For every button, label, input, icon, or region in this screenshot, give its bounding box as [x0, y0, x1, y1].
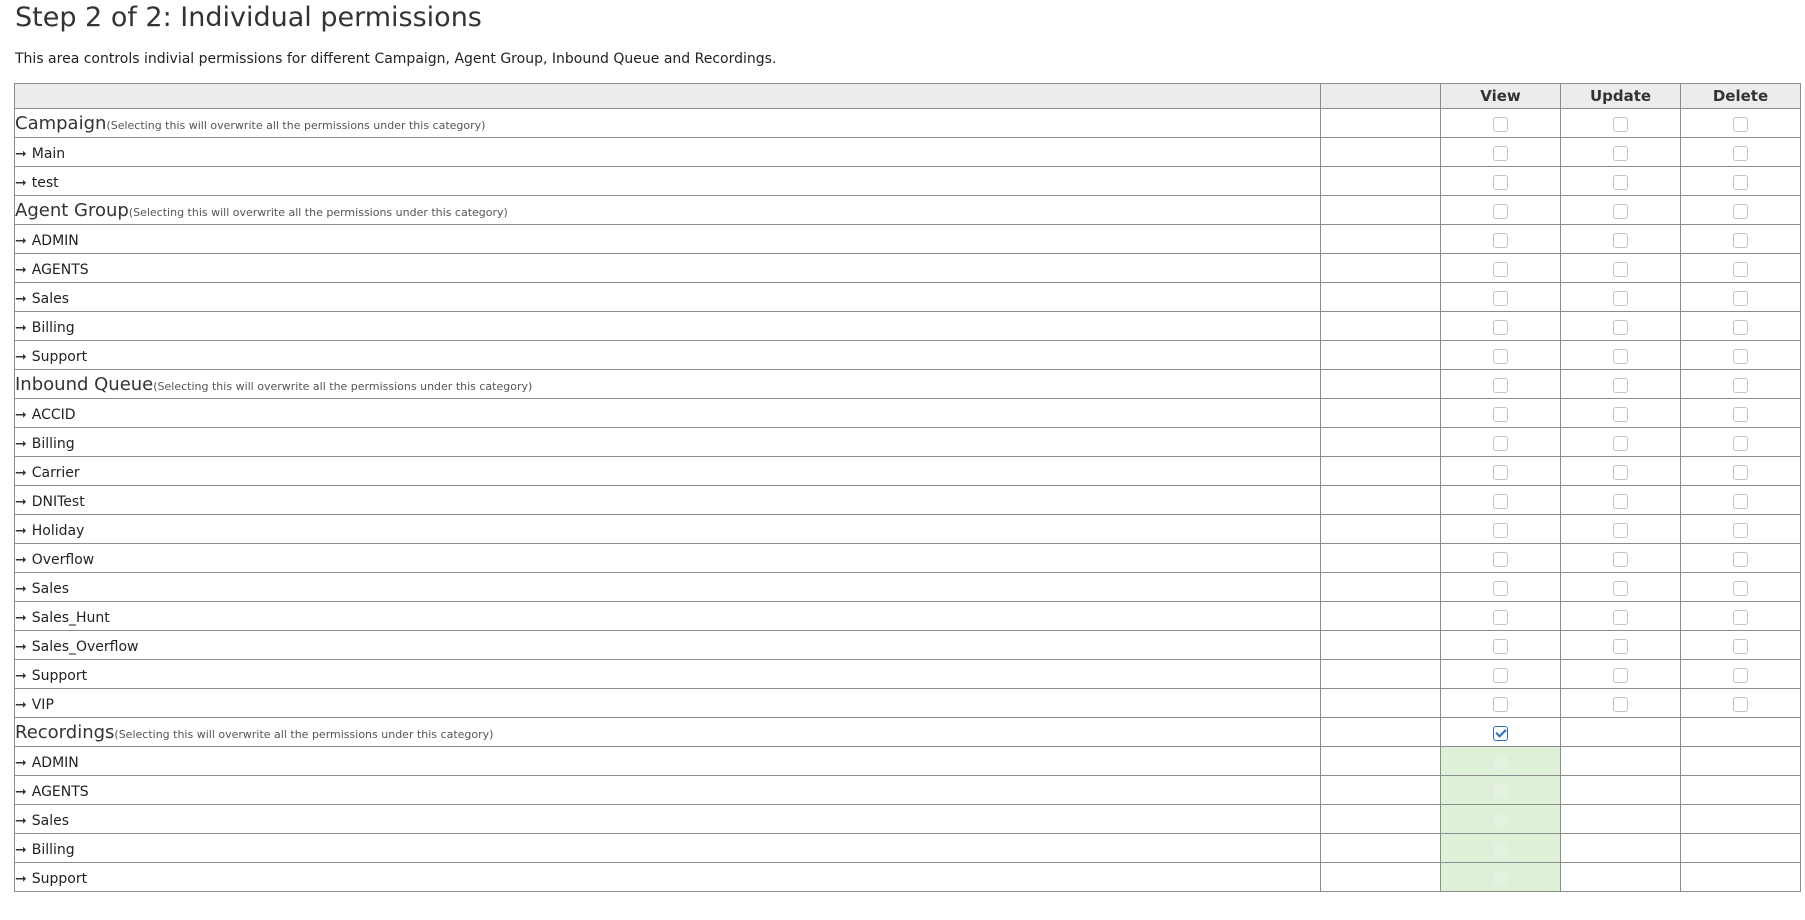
item-name: VIP [31, 696, 54, 713]
delete-cell [1681, 312, 1801, 341]
header-update: Update [1561, 84, 1681, 109]
update-checkbox[interactable] [1613, 407, 1628, 422]
view-checkbox[interactable] [1493, 697, 1508, 712]
blank-cell [1321, 776, 1441, 805]
arrow-right-icon: ➞ [15, 638, 27, 655]
delete-cell [1681, 689, 1801, 718]
table-row [15, 457, 1801, 486]
page-title: Step 2 of 2: Individual permissions [15, 2, 482, 33]
row-label-cell [15, 544, 1321, 573]
update-checkbox[interactable] [1613, 697, 1628, 712]
category-row [15, 196, 1801, 225]
view-cell [1441, 660, 1561, 689]
row-label-cell [15, 312, 1321, 341]
page-description: This area controls indivial permissions for different Campaign, Agent Group, Inbound Queue and Recordings. [15, 51, 777, 67]
delete-cell [1681, 167, 1801, 196]
item-name: Billing [31, 435, 75, 452]
update-cell [1561, 776, 1681, 805]
delete-cell [1681, 254, 1801, 283]
update-cell [1561, 834, 1681, 863]
view-cell [1441, 370, 1561, 399]
delete-checkbox[interactable] [1733, 523, 1748, 538]
arrow-right-icon: ➞ [15, 580, 27, 597]
blank-cell [1321, 399, 1441, 428]
item-name: Support [31, 667, 88, 684]
table-row [15, 776, 1801, 805]
arrow-right-icon: ➞ [15, 435, 27, 452]
update-checkbox[interactable] [1613, 523, 1628, 538]
permissions-body [15, 109, 1801, 892]
delete-cell [1681, 225, 1801, 254]
row-label-cell [15, 486, 1321, 515]
row-label-cell [15, 428, 1321, 457]
table-row [15, 805, 1801, 834]
delete-checkbox[interactable] [1733, 494, 1748, 509]
delete-checkbox[interactable] [1733, 262, 1748, 277]
update-cell [1561, 370, 1681, 399]
delete-checkbox[interactable] [1733, 407, 1748, 422]
update-checkbox[interactable] [1613, 610, 1628, 625]
header-name [15, 84, 1321, 109]
row-label-cell [15, 254, 1321, 283]
header-delete: Delete [1681, 84, 1801, 109]
item-name: AGENTS [31, 783, 89, 800]
row-label-cell [15, 660, 1321, 689]
delete-cell [1681, 660, 1801, 689]
view-checkbox[interactable] [1493, 117, 1508, 132]
view-cell [1441, 312, 1561, 341]
delete-checkbox[interactable] [1733, 552, 1748, 567]
view-checkbox[interactable] [1493, 378, 1508, 393]
item-name: Overflow [31, 551, 95, 568]
update-cell [1561, 312, 1681, 341]
update-cell [1561, 544, 1681, 573]
table-row [15, 747, 1801, 776]
view-cell [1441, 834, 1561, 863]
arrow-right-icon: ➞ [15, 406, 27, 423]
arrow-right-icon: ➞ [15, 812, 27, 829]
blank-cell [1321, 457, 1441, 486]
update-cell [1561, 138, 1681, 167]
delete-cell [1681, 863, 1801, 892]
view-checkbox[interactable] [1493, 465, 1508, 480]
view-cell [1441, 254, 1561, 283]
table-row [15, 689, 1801, 718]
delete-checkbox[interactable] [1733, 581, 1748, 596]
view-cell [1441, 283, 1561, 312]
update-cell [1561, 254, 1681, 283]
delete-cell [1681, 515, 1801, 544]
update-cell [1561, 660, 1681, 689]
delete-cell [1681, 283, 1801, 312]
view-checkbox[interactable] [1493, 813, 1508, 828]
view-cell [1441, 399, 1561, 428]
delete-cell [1681, 138, 1801, 167]
arrow-right-icon: ➞ [15, 261, 27, 278]
delete-checkbox[interactable] [1733, 146, 1748, 161]
update-cell [1561, 718, 1681, 747]
delete-checkbox[interactable] [1733, 117, 1748, 132]
delete-cell [1681, 486, 1801, 515]
view-cell [1441, 486, 1561, 515]
view-cell [1441, 457, 1561, 486]
view-checkbox[interactable] [1493, 668, 1508, 683]
update-checkbox[interactable] [1613, 465, 1628, 480]
category-row [15, 718, 1801, 747]
row-label-cell [15, 515, 1321, 544]
row-label-cell [15, 109, 1321, 138]
permissions-table [14, 83, 1801, 892]
category-note: (Selecting this will overwrite all the permissions under this category) [128, 205, 508, 219]
delete-checkbox[interactable] [1733, 465, 1748, 480]
view-checkbox[interactable] [1493, 146, 1508, 161]
view-checkbox[interactable] [1493, 204, 1508, 219]
arrow-right-icon: ➞ [15, 464, 27, 481]
blank-cell [1321, 283, 1441, 312]
update-cell [1561, 573, 1681, 602]
view-checkbox[interactable] [1493, 784, 1508, 799]
view-checkbox[interactable] [1493, 581, 1508, 596]
update-cell [1561, 283, 1681, 312]
item-name: AGENTS [31, 261, 89, 278]
table-row [15, 225, 1801, 254]
category-note: (Selecting this will overwrite all the permissions under this category) [153, 379, 533, 393]
table-row [15, 312, 1801, 341]
row-label-cell [15, 834, 1321, 863]
arrow-right-icon: ➞ [15, 348, 27, 365]
arrow-right-icon: ➞ [15, 232, 27, 249]
delete-cell [1681, 544, 1801, 573]
item-name: test [31, 174, 59, 191]
delete-cell [1681, 457, 1801, 486]
item-name: Sales_Hunt [31, 609, 110, 626]
view-cell [1441, 138, 1561, 167]
update-cell [1561, 196, 1681, 225]
table-row [15, 515, 1801, 544]
row-label-cell [15, 370, 1321, 399]
delete-checkbox[interactable] [1733, 175, 1748, 190]
table-row [15, 660, 1801, 689]
row-label-cell [15, 399, 1321, 428]
blank-cell [1321, 428, 1441, 457]
category-note: (Selecting this will overwrite all the permissions under this category) [114, 727, 494, 741]
update-cell [1561, 515, 1681, 544]
delete-checkbox[interactable] [1733, 436, 1748, 451]
table-row [15, 138, 1801, 167]
view-cell [1441, 689, 1561, 718]
update-cell [1561, 805, 1681, 834]
blank-cell [1321, 138, 1441, 167]
row-label-cell [15, 283, 1321, 312]
arrow-right-icon: ➞ [15, 754, 27, 771]
blank-cell [1321, 863, 1441, 892]
table-row [15, 254, 1801, 283]
table-row [15, 283, 1801, 312]
delete-checkbox[interactable] [1733, 639, 1748, 654]
delete-cell [1681, 747, 1801, 776]
blank-cell [1321, 486, 1441, 515]
arrow-right-icon: ➞ [15, 319, 27, 336]
update-checkbox[interactable] [1613, 204, 1628, 219]
view-cell [1441, 544, 1561, 573]
table-row [15, 544, 1801, 573]
table-row [15, 167, 1801, 196]
blank-cell [1321, 254, 1441, 283]
view-checkbox[interactable] [1493, 262, 1508, 277]
blank-cell [1321, 341, 1441, 370]
update-checkbox[interactable] [1613, 146, 1628, 161]
update-cell [1561, 109, 1681, 138]
row-label-cell [15, 747, 1321, 776]
table-row [15, 486, 1801, 515]
delete-checkbox[interactable] [1733, 378, 1748, 393]
row-label-cell [15, 196, 1321, 225]
header-view: View [1441, 84, 1561, 109]
row-label-cell [15, 689, 1321, 718]
update-checkbox[interactable] [1613, 349, 1628, 364]
item-name: Sales [31, 580, 69, 597]
delete-checkbox[interactable] [1733, 697, 1748, 712]
delete-checkbox[interactable] [1733, 349, 1748, 364]
blank-cell [1321, 109, 1441, 138]
view-cell [1441, 196, 1561, 225]
blank-cell [1321, 312, 1441, 341]
update-checkbox[interactable] [1613, 552, 1628, 567]
item-name: Support [31, 348, 88, 365]
delete-cell [1681, 631, 1801, 660]
item-name: Main [31, 145, 66, 162]
view-checkbox[interactable] [1493, 842, 1508, 857]
row-label-cell [15, 341, 1321, 370]
table-row [15, 863, 1801, 892]
table-row [15, 631, 1801, 660]
update-cell [1561, 457, 1681, 486]
row-label-cell [15, 457, 1321, 486]
blank-cell [1321, 196, 1441, 225]
view-checkbox[interactable] [1493, 639, 1508, 654]
delete-cell [1681, 399, 1801, 428]
delete-cell [1681, 370, 1801, 399]
view-checkbox[interactable] [1493, 610, 1508, 625]
row-label-cell [15, 805, 1321, 834]
category-note: (Selecting this will overwrite all the permissions under this category) [106, 118, 486, 132]
blank-cell [1321, 167, 1441, 196]
blank-cell [1321, 834, 1441, 863]
blank-cell [1321, 573, 1441, 602]
item-name: ADMIN [31, 232, 79, 249]
view-checkbox[interactable] [1493, 552, 1508, 567]
view-cell [1441, 805, 1561, 834]
view-cell [1441, 573, 1561, 602]
item-name: Holiday [31, 522, 85, 539]
blank-cell [1321, 660, 1441, 689]
arrow-right-icon: ➞ [15, 667, 27, 684]
item-name: Sales [31, 290, 69, 307]
view-cell [1441, 602, 1561, 631]
view-cell [1441, 631, 1561, 660]
row-label-cell [15, 225, 1321, 254]
blank-cell [1321, 631, 1441, 660]
update-checkbox[interactable] [1613, 494, 1628, 509]
delete-cell [1681, 602, 1801, 631]
delete-cell [1681, 109, 1801, 138]
blank-cell [1321, 544, 1441, 573]
update-checkbox[interactable] [1613, 291, 1628, 306]
row-label-cell [15, 602, 1321, 631]
delete-cell [1681, 805, 1801, 834]
arrow-right-icon: ➞ [15, 870, 27, 887]
view-checkbox[interactable] [1493, 233, 1508, 248]
update-checkbox[interactable] [1613, 639, 1628, 654]
table-row [15, 341, 1801, 370]
update-cell [1561, 341, 1681, 370]
table-row [15, 428, 1801, 457]
view-cell [1441, 718, 1561, 747]
update-cell [1561, 689, 1681, 718]
row-label-cell [15, 138, 1321, 167]
header-blank [1321, 84, 1441, 109]
delete-checkbox[interactable] [1733, 320, 1748, 335]
view-checkbox[interactable] [1493, 523, 1508, 538]
arrow-right-icon: ➞ [15, 145, 27, 162]
update-cell [1561, 863, 1681, 892]
blank-cell [1321, 747, 1441, 776]
category-row [15, 370, 1801, 399]
delete-cell [1681, 428, 1801, 457]
update-cell [1561, 225, 1681, 254]
blank-cell [1321, 370, 1441, 399]
delete-cell [1681, 718, 1801, 747]
update-cell [1561, 486, 1681, 515]
view-checkbox[interactable] [1493, 291, 1508, 306]
table-row [15, 399, 1801, 428]
arrow-right-icon: ➞ [15, 174, 27, 191]
view-checkbox[interactable] [1493, 755, 1508, 770]
update-checkbox[interactable] [1613, 320, 1628, 335]
view-checkbox[interactable] [1493, 175, 1508, 190]
row-label-cell [15, 863, 1321, 892]
item-name: Sales [31, 812, 69, 829]
item-name: Billing [31, 841, 75, 858]
arrow-right-icon: ➞ [15, 290, 27, 307]
update-cell [1561, 428, 1681, 457]
delete-checkbox[interactable] [1733, 233, 1748, 248]
arrow-right-icon: ➞ [15, 609, 27, 626]
table-header-row [15, 84, 1801, 109]
delete-checkbox[interactable] [1733, 610, 1748, 625]
update-checkbox[interactable] [1613, 175, 1628, 190]
arrow-right-icon: ➞ [15, 696, 27, 713]
item-name: ACCID [31, 406, 76, 423]
update-checkbox[interactable] [1613, 668, 1628, 683]
blank-cell [1321, 225, 1441, 254]
view-checkbox[interactable] [1493, 436, 1508, 451]
category-name: Recordings [15, 721, 115, 743]
delete-checkbox[interactable] [1733, 668, 1748, 683]
update-checkbox[interactable] [1613, 581, 1628, 596]
arrow-right-icon: ➞ [15, 783, 27, 800]
update-cell [1561, 747, 1681, 776]
item-name: DNITest [31, 493, 85, 510]
view-checkbox[interactable] [1493, 349, 1508, 364]
view-cell [1441, 776, 1561, 805]
blank-cell [1321, 515, 1441, 544]
delete-cell [1681, 834, 1801, 863]
item-name: Sales_Overflow [31, 638, 139, 655]
view-cell [1441, 341, 1561, 370]
delete-cell [1681, 341, 1801, 370]
row-label-cell [15, 573, 1321, 602]
delete-cell [1681, 196, 1801, 225]
view-cell [1441, 515, 1561, 544]
row-label-cell [15, 776, 1321, 805]
blank-cell [1321, 805, 1441, 834]
blank-cell [1321, 602, 1441, 631]
blank-cell [1321, 718, 1441, 747]
category-name: Campaign [15, 112, 107, 134]
arrow-right-icon: ➞ [15, 841, 27, 858]
row-label-cell [15, 631, 1321, 660]
row-label-cell [15, 718, 1321, 747]
category-name: Inbound Queue [15, 373, 154, 395]
view-cell [1441, 167, 1561, 196]
update-checkbox[interactable] [1613, 436, 1628, 451]
table-row [15, 573, 1801, 602]
item-name: Billing [31, 319, 75, 336]
category-name: Agent Group [15, 199, 129, 221]
view-checkbox[interactable] [1493, 407, 1508, 422]
view-cell [1441, 109, 1561, 138]
update-checkbox[interactable] [1613, 378, 1628, 393]
update-checkbox[interactable] [1613, 117, 1628, 132]
arrow-right-icon: ➞ [15, 493, 27, 510]
view-checkbox[interactable] [1493, 871, 1508, 886]
table-row [15, 602, 1801, 631]
update-cell [1561, 399, 1681, 428]
view-cell [1441, 747, 1561, 776]
view-cell [1441, 225, 1561, 254]
item-name: ADMIN [31, 754, 79, 771]
update-cell [1561, 631, 1681, 660]
category-row [15, 109, 1801, 138]
update-checkbox[interactable] [1613, 262, 1628, 277]
view-checkbox-checked[interactable] [1493, 726, 1508, 741]
update-checkbox[interactable] [1613, 233, 1628, 248]
item-name: Support [31, 870, 88, 887]
row-label-cell [15, 167, 1321, 196]
arrow-right-icon: ➞ [15, 551, 27, 568]
view-cell [1441, 428, 1561, 457]
delete-checkbox[interactable] [1733, 291, 1748, 306]
item-name: Carrier [31, 464, 80, 481]
delete-cell [1681, 776, 1801, 805]
delete-checkbox[interactable] [1733, 204, 1748, 219]
view-cell [1441, 863, 1561, 892]
view-checkbox[interactable] [1493, 494, 1508, 509]
arrow-right-icon: ➞ [15, 522, 27, 539]
delete-cell [1681, 573, 1801, 602]
view-checkbox[interactable] [1493, 320, 1508, 335]
table-row [15, 834, 1801, 863]
blank-cell [1321, 689, 1441, 718]
update-cell [1561, 167, 1681, 196]
update-cell [1561, 602, 1681, 631]
